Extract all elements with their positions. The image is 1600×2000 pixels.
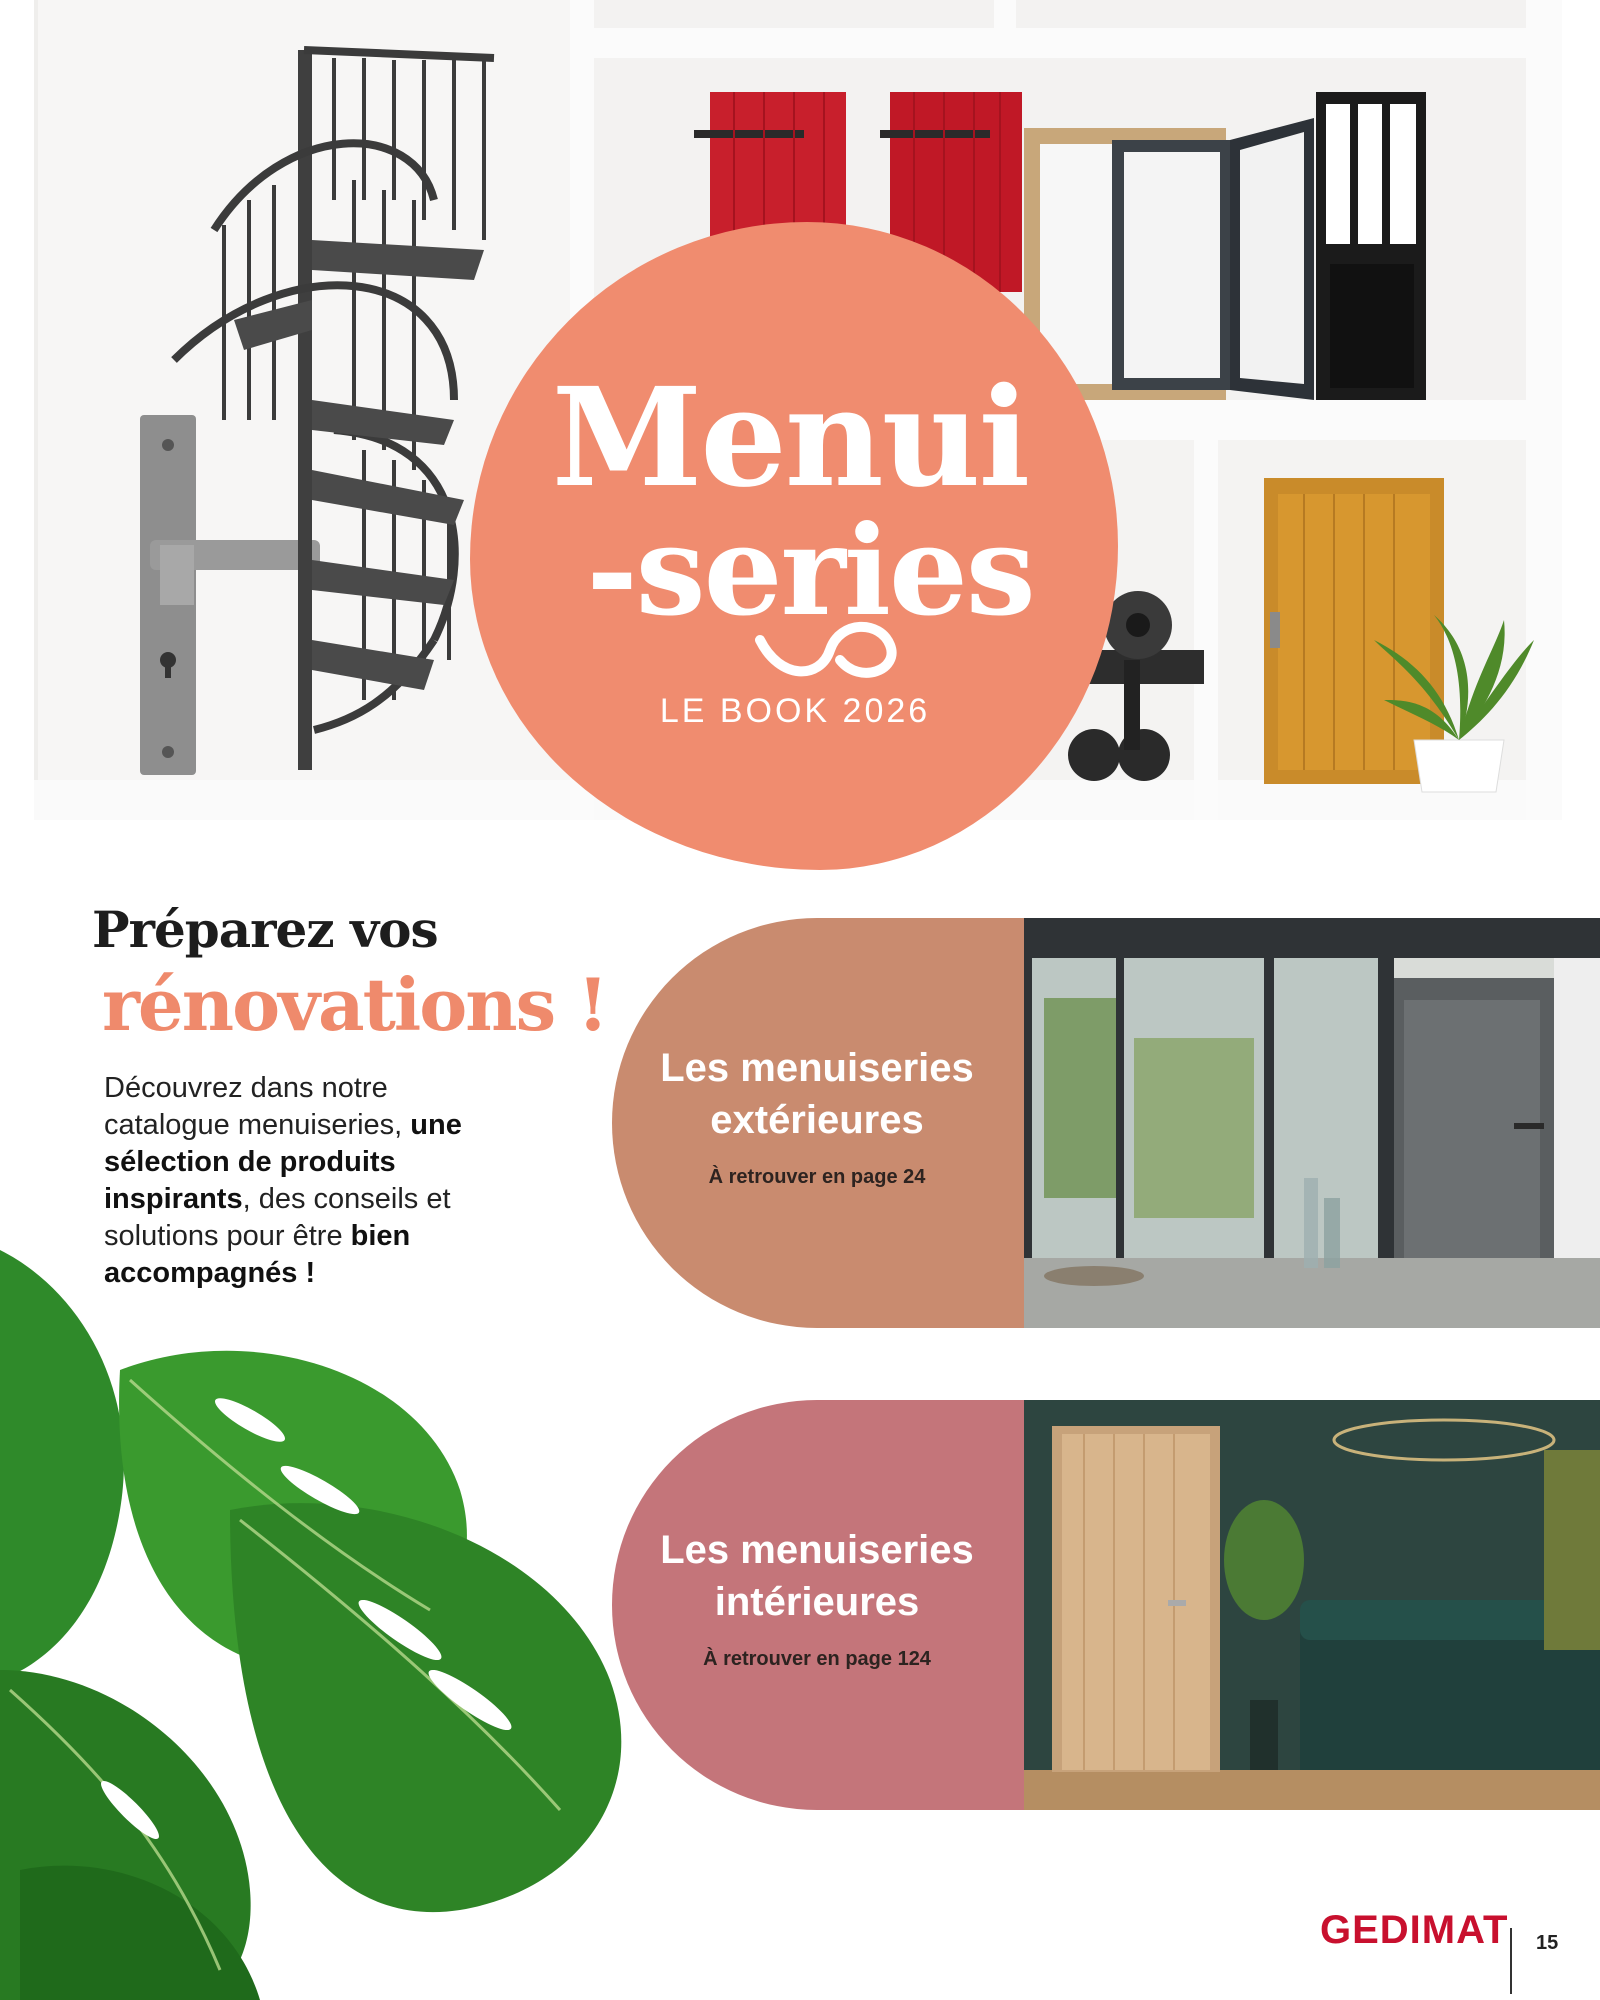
interior-door-illustration <box>1024 1400 1600 1810</box>
interior-card-title-line1: Les menuiseries <box>660 1528 974 1572</box>
catalog-title-line2: -series <box>586 499 1034 644</box>
interior-card-title-line2: intérieures <box>714 1580 920 1624</box>
intro-text-part2: , des conseils et solutions pour être <box>104 1183 451 1252</box>
footer-divider <box>1510 1928 1512 1994</box>
page-number: 15 <box>1536 1932 1559 1954</box>
interior-room-photo <box>1024 1400 1600 1810</box>
interior-card-page-ref: À retrouver en page 124 <box>703 1648 931 1670</box>
exterior-patio-photo <box>1024 918 1600 1328</box>
patio-sliding-doors-illustration <box>1024 918 1600 1328</box>
intro-text-part1: Découvrez dans notre catalogue menuiseries, <box>104 1072 411 1141</box>
intro-text-bold2: bien accompagnés ! <box>104 1220 411 1289</box>
exterior-card-page-ref: À retrouver en page 24 <box>708 1166 926 1188</box>
decorative-swirl-icon <box>740 600 920 690</box>
exterior-card-title-line1: Les menuiseries <box>660 1046 974 1090</box>
intro-heading-line1: Préparez vos <box>92 900 438 959</box>
window-frames-icon <box>1024 118 1314 400</box>
catalog-subtitle: LE BOOK 2026 <box>659 692 931 730</box>
gedimat-logo[interactable]: GEDIMAT <box>1320 1908 1509 1952</box>
intro-text-bold1: une sélection de produits inspirants <box>104 1109 462 1215</box>
catalog-title-line1: Menui <box>551 358 1029 518</box>
black-glazed-door-icon <box>1316 92 1426 400</box>
exterior-card-title-line2: extérieures <box>710 1098 924 1142</box>
intro-heading-line2: rénovations ! <box>102 962 607 1047</box>
monstera-leaf-icon <box>0 1250 660 2000</box>
wooden-door-icon <box>1264 478 1444 784</box>
